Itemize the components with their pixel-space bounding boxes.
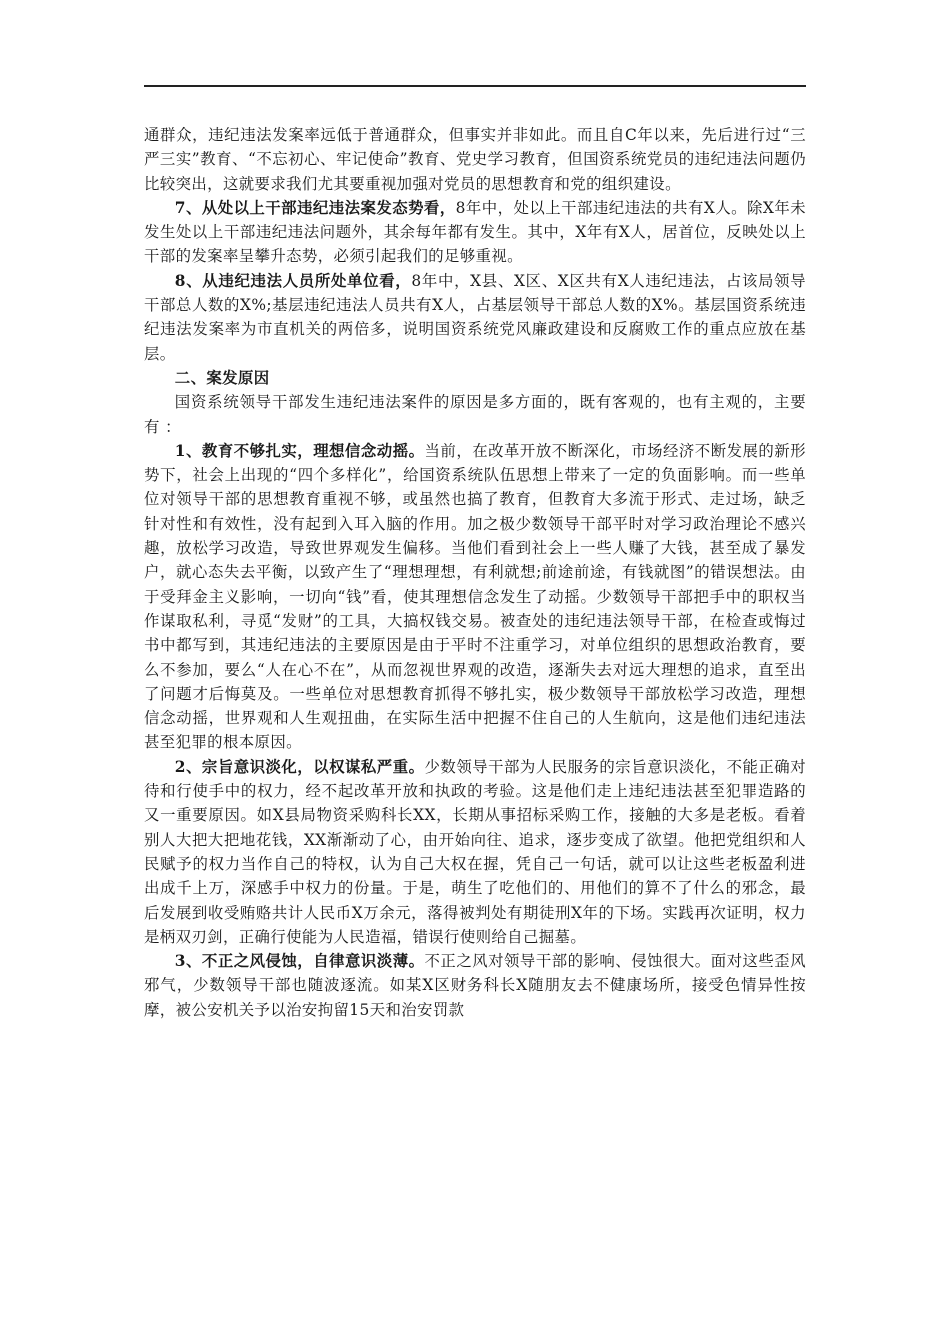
paragraph-text: 通群众，违纪违法发案率远低于普通群众，但事实并非如此。而且自C年以来，先后进行过“三严三实”教育、“不忘初心、牢记使命”教育、党史学习教育，但国资系统党员的违纪违法问题仍比较突出，这就要求我们尤其要重视加强对党员的思想教育和党的组织建设。 (144, 126, 806, 193)
paragraph-lead: 8、从违纪违法人员所处单位看， (174, 271, 412, 290)
document-body (144, 123, 806, 1022)
paragraph-lead: 1、教育不够扎实，理想信念动摇。 (174, 441, 425, 460)
paragraph-text: 8年中，处以上干部违纪违法的共有X人。除X年未发生处以上干部违纪违法问题外，其余每年都有发生。其中，X年有X人，居首位，反映处以上干部的发案率呈攀升态势，必须引起我们的足够重视。 (144, 198, 806, 266)
paragraph (144, 123, 806, 196)
paragraph (144, 439, 806, 755)
paragraph (144, 755, 806, 949)
paragraph-text: 国资系统领导干部发生违纪违法案件的原因是多方面的，既有客观的，也有主观的，主要有 ： (144, 393, 806, 436)
paragraph-lead: 2、宗旨意识淡化，以权谋私严重。 (174, 757, 425, 776)
section-heading-text: 二、案发原因 (174, 368, 270, 387)
paragraph (144, 390, 806, 439)
paragraph (144, 949, 806, 1022)
section-heading (144, 366, 806, 390)
paragraph-text: 少数领导干部为人民服务的宗旨意识淡化，不能正确对待和行使手中的权力，经不起改革开放和执政的考验。这是他们走上违纪违法甚至犯罪造路的又一重要原因。如X县局物资采购科长XX，长期从事招标采购工作，接触的大多是老板。看着别人大把大把地花钱，XX渐渐动了心，由开始向往、追求，逐步变成了欲望。他把党组织和人民赋予的权力当作自己的特权，认为自己大权在握，凭自己一句话，就可以让这些老板盈利进出成千上万，深感手中权力的份量。于是，萌生了吃他们的、用他们的算不了什么的邪念，最后发展到收受贿赂共计人民币X万余元，落得被判处有期徒刑X年的下场。实践再次证明，权力是柄双刃剑，正确行使能为人民造福，错误行使则给自己掘墓。 (144, 757, 806, 946)
paragraph-lead: 7、从处以上干部违纪违法案发态势看， (174, 198, 456, 217)
paragraph-text: 8年中，X县、X区、X区共有X人违纪违法，占该局领导干部总人数的X%;基层违纪违法人员共有X人，占基层领导干部总人数的X%。基层国资系统违纪违法发案率为市直机关的两倍多，说明国资系统党风廉政建设和反腐败工作的重点应放在基层。 (144, 271, 806, 363)
paragraph (144, 196, 806, 269)
header-rule (144, 85, 806, 87)
paragraph-lead: 3、不正之风侵蚀，自律意识淡薄。 (174, 952, 425, 971)
paragraph-text: 当前，在改革开放不断深化，市场经济不断发展的新形势下，社会上出现的“四个多样化”，给国资系统队伍思想上带来了一定的负面影响。而一些单位对领导干部的思想教育重视不够，或虽然也搞了教育，但教育大多流于形式、走过场，缺乏针对性和有效性，没有起到入耳入脑的作用。加之极少数领导干部平时对学习政治理论不感兴趣，放松学习改造，导致世界观发生偏移。当他们看到社会上一些人赚了大钱，甚至成了暴发户，就心态失去平衡，以致产生了“理想理想，有利就想;前途前途，有钱就图”的错误想法。由于受拜金主义影响，一切向“钱”看，使其理想信念发生了动摇。少数领导干部把手中的职权当作谋取私利，寻觅“发财”的工具，大搞权钱交易。被查处的违纪违法领导干部，在检查或悔过书中都写到，其违纪违法的主要原因是由于平时不注重学习，对单位组织的思想政治教育，要么不参加，要么“人在心不在”，从而忽视世界观的改造，逐渐失去对远大理想的追求，直至出了问题才后悔莫及。一些单位对思想教育抓得不够扎实，极少数领导干部放松学习改造，理想信念动摇，世界观和人生观扭曲，在实际生活中把握不住自己的人生航向，这是他们违纪违法甚至犯罪的根本原因。 (144, 441, 806, 752)
paragraph (144, 269, 806, 366)
paragraph-text: 不正之风对领导干部的影响、侵蚀很大。面对这些歪风邪气，少数领导干部也随波逐流。如某X区财务科长X随朋友去不健康场所，接受色情异性按摩，被公安机关予以治安拘留15天和治安罚款 (144, 952, 806, 1019)
